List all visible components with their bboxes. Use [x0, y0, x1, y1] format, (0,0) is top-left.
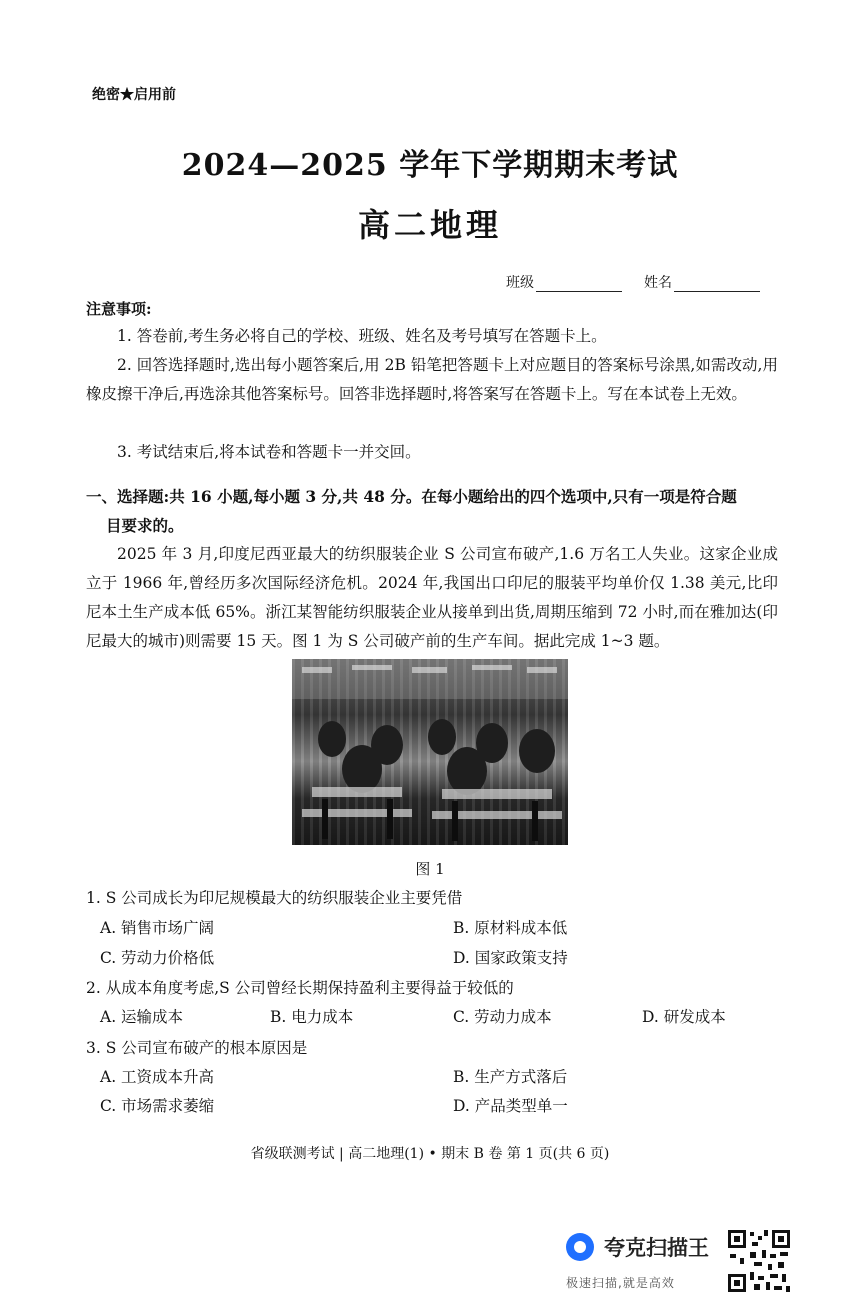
section-heading-line1: 一、选择题:共 16 小题,每小题 3 分,共 48 分。在每小题给出的四个选项中,只有一项是符合题 — [86, 487, 737, 506]
figure-caption: 图 1 — [415, 860, 445, 878]
class-blank — [536, 277, 622, 292]
scanner-tagline: 极速扫描,就是高效 — [566, 1276, 675, 1290]
q3-option-a: A. 工资成本升高 — [100, 1068, 215, 1086]
notice-item-1: 1. 答卷前,考生务必将自己的学校、班级、姓名及考号填写在答题卡上。 — [117, 327, 607, 345]
q1-option-b: B. 原材料成本低 — [453, 919, 568, 937]
q2-option-c: C. 劳动力成本 — [453, 1008, 552, 1026]
page-footer: 省级联测考试 | 高二地理(1) • 期末 B 卷 第 1 页(共 6 页) — [250, 1146, 610, 1162]
notice-item-3: 3. 考试结束后,将本试卷和答题卡一并交回。 — [117, 443, 421, 461]
exam-subject: 高二地理 — [357, 206, 502, 244]
qr-code-icon — [726, 1228, 792, 1294]
question-3-stem: 3. S 公司宣布破产的根本原因是 — [86, 1039, 308, 1057]
section-heading-line2: 目要求的。 — [106, 516, 184, 535]
factory-photo — [292, 659, 568, 845]
notice-item-2: 2. 回答选择题时,选出每小题答案后,用 2B 铅笔把答题卡上对应题目的答案标号涂黑,如需改动,用橡皮擦干净后,再选涂其他答案标号。回答非选择题时,将答案写在答题卡上。写在本试卷上无效。 — [86, 356, 778, 403]
confidential-mark: 绝密★启用前 — [92, 87, 176, 103]
question-2-stem: 2. 从成本角度考虑,S 公司曾经长期保持盈利主要得益于较低的 — [86, 979, 514, 997]
name-blank — [674, 277, 760, 292]
student-info-fields — [506, 272, 760, 292]
class-field — [506, 272, 622, 292]
scanner-logo-icon — [566, 1233, 594, 1261]
section-heading — [86, 482, 778, 540]
q2-option-d: D. 研发成本 — [642, 1008, 726, 1026]
class-label: 班级 — [506, 275, 534, 291]
q1-option-a: A. 销售市场广阔 — [100, 919, 215, 937]
q1-option-d: D. 国家政策支持 — [453, 949, 568, 967]
scanner-app-name: 夸克扫描王 — [604, 1236, 709, 1260]
scanner-watermark — [566, 1232, 709, 1262]
q1-option-c: C. 劳动力价格低 — [100, 949, 215, 967]
q3-option-c: C. 市场需求萎缩 — [100, 1097, 215, 1115]
exam-title: 2024—2025 学年下学期期末考试 — [181, 148, 679, 183]
q3-option-b: B. 生产方式落后 — [453, 1068, 568, 1086]
factory-photo-image — [292, 659, 568, 845]
name-field — [644, 272, 760, 292]
q2-option-b: B. 电力成本 — [270, 1008, 354, 1026]
q3-option-d: D. 产品类型单一 — [453, 1097, 568, 1115]
q2-option-a: A. 运输成本 — [100, 1008, 184, 1026]
notice-title: 注意事项: — [86, 300, 152, 318]
name-label: 姓名 — [644, 275, 672, 291]
passage: 2025 年 3 月,印度尼西亚最大的纺织服装企业 S 公司宣布破产,1.6 万名工人失业。这家企业成立于 1966 年,曾经历多次国际经济危机。2024 年,我国出口印尼的服装平均单价仅 1.38 美元,比印尼本土生产成本低 65%。浙江某智能纺织服装企业从接单到出货,周期压缩到 72 小时,而在雅加达(印尼最大的城市)则需要 15 天。图 1 为 S 公司破产前的生产车间。据此完成 1~3 题。 — [86, 545, 778, 650]
question-1-stem: 1. S 公司成长为印尼规模最大的纺织服装企业主要凭借 — [86, 889, 463, 907]
